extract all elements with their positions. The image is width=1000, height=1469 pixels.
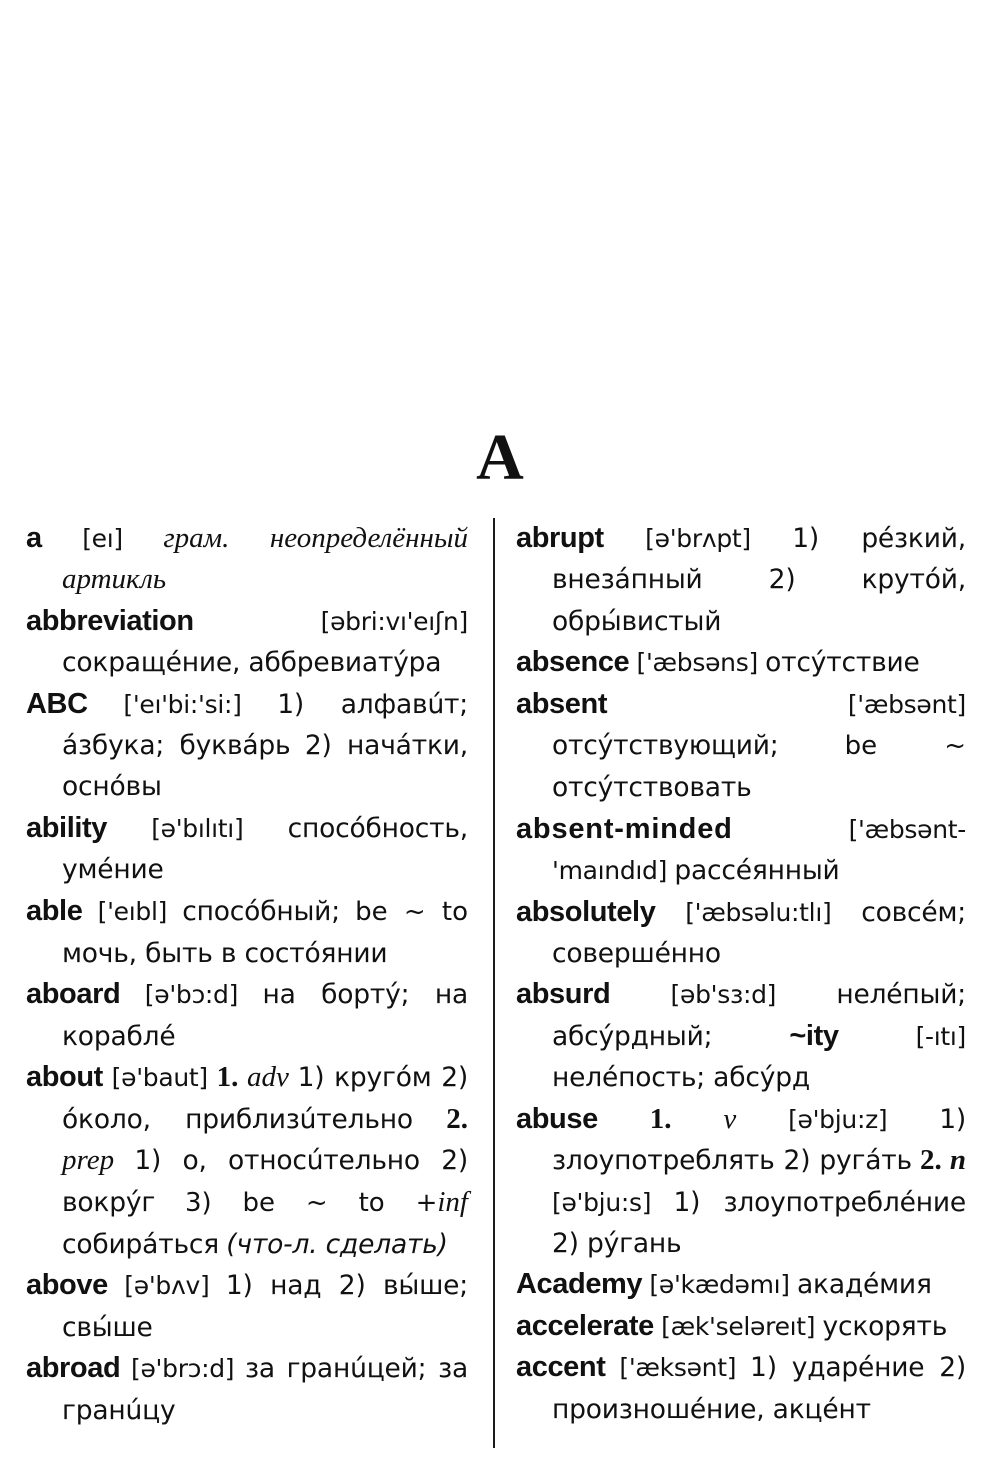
part-of-speech-2: prep [62, 1144, 115, 1177]
headword: abrupt [516, 522, 604, 554]
entry-aboard [26, 974, 468, 1057]
headword: above [26, 1269, 108, 1302]
derivative-translation: нелéпость; абсýрд [552, 1062, 810, 1094]
part-of-speech-2: n [949, 1144, 967, 1177]
transcription: [ə'baut] [111, 1063, 208, 1093]
translation: за гранúцей; за гранúцу [62, 1353, 469, 1426]
transcription: ['eıbl] [97, 896, 168, 926]
translation: спосóбный; [182, 895, 340, 927]
phrase: be ~ to [355, 896, 469, 927]
headword: accent [516, 1351, 606, 1384]
transcription: [ə'kædəmı] [649, 1270, 790, 1300]
headword: abbreviation [26, 604, 194, 637]
entry-abc [26, 684, 468, 808]
headword: a [26, 522, 42, 554]
translation: совсéм; совершéнно [552, 896, 967, 970]
transcription-1: [ə'bju:z] [788, 1104, 888, 1134]
sense-2: 2) начáтки, оснóвы [62, 730, 469, 803]
transcription: ['æbsəns] [636, 648, 758, 678]
sense-3-phrase: 3) be ~ to + [184, 1187, 438, 1218]
sense-3-note: (что-л. сделать) [226, 1228, 448, 1260]
transcription: ['eı'bi:'si:] [123, 689, 242, 719]
headword: abuse [516, 1102, 598, 1135]
headword: aboard [26, 978, 121, 1011]
entry-absurd [516, 974, 966, 1098]
transcription-2: [ə'bju:s] [552, 1187, 652, 1217]
entry-abuse [516, 1099, 966, 1265]
phrase: be ~ [844, 731, 966, 762]
translation: 1) ударéние 2) произношéние, акцéнт [552, 1352, 966, 1425]
headword: ABC [26, 687, 88, 720]
headword: accelerate [516, 1309, 654, 1342]
entry-above [26, 1265, 468, 1348]
translation: отсýтствующий; [552, 730, 779, 762]
entry-about [26, 1057, 468, 1265]
part-of-speech-1: adv [247, 1061, 289, 1094]
transcription: ['æbsəlu:tlı] [685, 897, 832, 927]
senses-1: 1) кругóм 2) óколо, приблизúтельно [62, 1062, 469, 1135]
senses-1: 1) злоупотреблять 2) ругáть [552, 1103, 967, 1177]
part-number-2: 2. [920, 1144, 942, 1177]
right-column [516, 518, 966, 1430]
entry-able [26, 891, 468, 975]
entry-accelerate [516, 1306, 966, 1347]
part-of-speech-1: v [723, 1102, 737, 1135]
entry-absolutely [516, 892, 966, 975]
headword: absolutely [516, 895, 656, 928]
headword: absurd [516, 978, 611, 1011]
headword: about [26, 1061, 103, 1094]
phrase-translation: мочь, быть в состóянии [62, 938, 388, 970]
entry-absent-minded [516, 809, 966, 892]
entries-area [26, 518, 972, 1448]
left-column [26, 518, 468, 1431]
translation: отсýтствие [765, 647, 920, 679]
part-number-1: 1. [216, 1061, 239, 1094]
translation: акадéмия [797, 1269, 932, 1301]
headword: absent-minded [516, 812, 733, 845]
entry-abbreviation [26, 601, 468, 684]
infinitive-mark: inf [437, 1185, 468, 1218]
entry-absence [516, 642, 966, 683]
phrase-translation: отсýтствовать [552, 772, 752, 804]
sense-1: 1) алфавúт; áзбука; буквáрь [62, 688, 469, 762]
entry-absent [516, 684, 966, 809]
entry-a [26, 518, 468, 601]
entry-academy [516, 1264, 966, 1305]
entry-abrupt [516, 518, 966, 642]
derivative: ~ity [789, 1019, 839, 1052]
transcription: [eı] [82, 524, 123, 553]
headword: Academy [516, 1268, 643, 1301]
transcription: ['æbsənt] [847, 689, 966, 719]
headword: absent [516, 687, 608, 720]
derivative-transcription: [-ıtı] [915, 1021, 966, 1051]
headword: absence [516, 646, 630, 679]
translation: на бортý; на кораблé [62, 979, 468, 1052]
translation: спосóбность, умéние [62, 812, 469, 886]
transcription: ['æksənt] [619, 1353, 737, 1383]
transcription: [əb'sɜ:d] [670, 980, 777, 1010]
column-divider [493, 518, 495, 1448]
translation: 1) рéзкий, внезáпный 2) крутóй, обры́вистый [552, 523, 967, 637]
translation: сокращéние, аббревиатýра [62, 647, 442, 679]
headword: abroad [26, 1352, 121, 1385]
transcription: [əbri:vı'eıʃn] [320, 606, 468, 636]
entry-accent [516, 1347, 966, 1430]
entry-abroad [26, 1348, 468, 1431]
sense-3-translation: собирáться [62, 1228, 219, 1260]
entry-ability [26, 808, 468, 891]
translation: ускорять [822, 1310, 948, 1342]
translation: нелéпый; абсýрдный; [552, 979, 967, 1052]
transcription: ['æbsənt-'maındıd] [552, 814, 966, 886]
headword: ability [26, 811, 107, 844]
translation: рассéянный [674, 855, 840, 887]
section-letter: A [476, 421, 524, 494]
transcription: [ə'brʌpt] [645, 524, 751, 553]
transcription: [æk'seləreıt] [661, 1311, 816, 1341]
senses-2: 1) о, относúтельно 2) вокрýг [62, 1145, 469, 1218]
transcription: [ə'bɔ:d] [144, 980, 239, 1010]
transcription: [ə'bılıtı] [151, 813, 244, 843]
part-number-2: 2. [446, 1102, 469, 1135]
transcription: [ə'bʌv] [124, 1271, 210, 1301]
part-number-1: 1. [649, 1102, 672, 1135]
senses-2: 1) злоупотреблéние 2) рýгань [552, 1186, 966, 1259]
translation: 1) над 2) вы́ше; свы́ше [62, 1270, 469, 1343]
transcription: [ə'brɔ:d] [131, 1354, 235, 1384]
grammar-note: грам. неопределённый артикль [62, 522, 469, 596]
headword: able [26, 894, 83, 927]
